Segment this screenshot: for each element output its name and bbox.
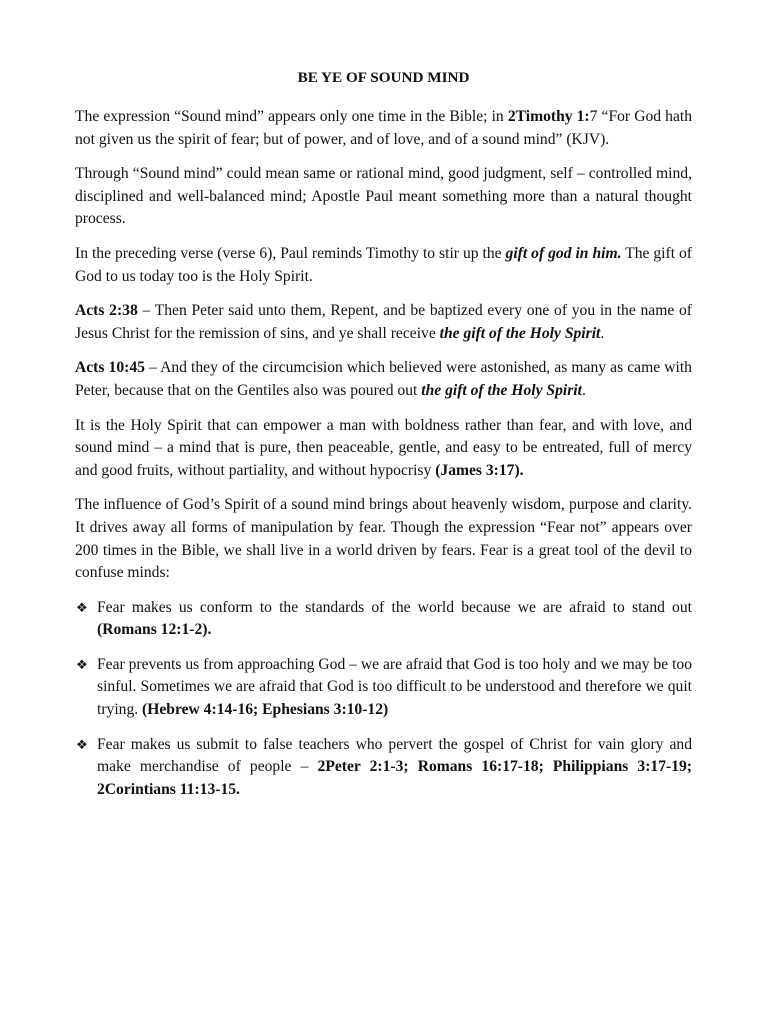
paragraph-acts-2-38 [75, 300, 692, 345]
list-item [75, 734, 692, 802]
text: 7 “For God hath not given us the spirit of fear; but of power, and of love, and of a sound mind” (KJV). [75, 108, 693, 148]
paragraph-influence: The influence of God’s Spirit of a sound mind brings about heavenly wisdom, purpose and clarity. It drives away all forms of manipulation by fear. Though the expression “Fear not” appears over 200 times in the Bible, we shall live in a world driven by fears. Fear is a great tool of the devil to confuse minds: [75, 496, 692, 582]
text: – And they of the circumcision which believed were astonished, as many as came with Peter, because that on the Gentiles also was poured out [75, 359, 692, 399]
diamond-bullet-icon: ❖ [76, 657, 88, 673]
scripture-ref: Acts 2:38 [75, 302, 138, 320]
text: In the preceding verse (verse 6), Paul reminds Timothy to stir up the [75, 244, 506, 262]
paragraph-preceding-verse [75, 243, 692, 288]
scripture-ref: (Romans 12:1-2). [97, 621, 212, 639]
text: – Then Peter said unto them, Repent, and be baptized every one of you in the name of Jesus Christ for the remission of sins, and ye shall receive [75, 302, 692, 342]
emphasis: the gift of the Holy Spirit [421, 381, 582, 399]
scripture-ref: (Hebrew 4:14-16; Ephesians 3:10-12) [142, 701, 389, 719]
text: Fear makes us conform to the standards of the world because we are afraid to stand out [97, 598, 692, 616]
text: It is the Holy Spirit that can empower a man with boldness rather than fear, and with love, and sound mind – a mind that is pure, then peaceable, gentle, and easy to be entreated, full of mercy and good fruits, without partiality, and without hypocrisy [75, 416, 692, 479]
emphasis: gift of god in him. [505, 244, 622, 262]
text: . [600, 324, 605, 342]
paragraph-sound-mind-meaning: Through “Sound mind” could mean same or rational mind, good judgment, self – controlled mind, disciplined and well-balanced mind; Apostle Paul meant something more than a natural thought process. [75, 165, 692, 228]
list-item [75, 654, 692, 722]
text: The expression “Sound mind” appears only one time in the Bible; in [75, 108, 508, 125]
paragraph-intro [75, 106, 692, 151]
text: Fear makes us submit to false teachers who pervert the gospel of Christ for vain glory and make merchandise of people – [97, 735, 692, 776]
scripture-ref: 2Peter 2:1-3; Romans 16:17-18; Philippians 3:17-19; 2Corintians 11:13-15. [97, 758, 692, 798]
text: The gift of God to us today too is the Holy Spirit. [75, 244, 692, 285]
list-item [75, 597, 692, 642]
text: Fear prevents us from approaching God – we are afraid that God is too holy and we may be too sinful. Sometimes we are afraid that God is too difficult to be understood and therefore we quit trying. [97, 655, 692, 719]
diamond-bullet-icon: ❖ [76, 600, 88, 616]
scripture-ref: 2Timothy 1: [507, 108, 590, 125]
text: . [581, 381, 586, 399]
scripture-ref: (James 3:17). [435, 461, 524, 479]
paragraph-holy-spirit [75, 415, 692, 483]
fear-list [75, 597, 692, 802]
emphasis: the gift of the Holy Spirit [439, 324, 601, 342]
diamond-bullet-icon: ❖ [76, 737, 88, 753]
paragraph-acts-10-45 [75, 357, 692, 402]
page-title: BE YE OF SOUND MIND [297, 69, 470, 86]
scripture-ref: Acts 10:45 [75, 359, 145, 377]
